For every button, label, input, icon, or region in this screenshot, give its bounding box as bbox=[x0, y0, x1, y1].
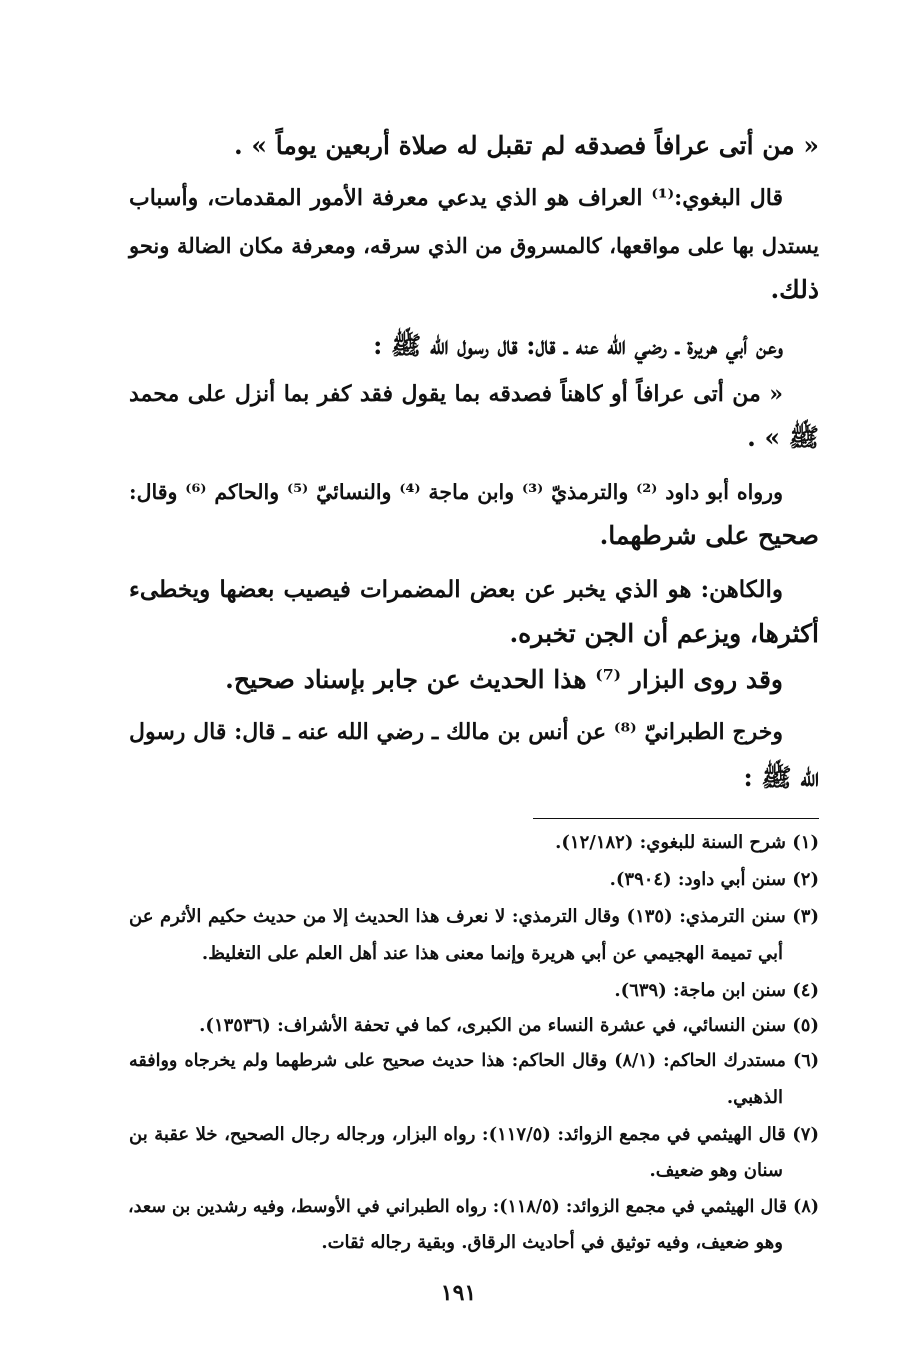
footnote-5: (٥) سنن النسائي، في عشرة النساء من الكبرى، كما في تحفة الأشراف: (١٣٥٣٦). bbox=[199, 1015, 819, 1036]
body-line-12: وقد روى البزار ⁽⁷⁾ هذا الحديث عن جابر بإسناد صحيح. bbox=[225, 665, 783, 694]
body-line-2: قال البغوي:⁽¹⁾ العراف هو الذي يدعي معرفة الأمور المقدمات، وأسباب bbox=[129, 185, 783, 211]
footnote-3: (٣) سنن الترمذي: (١٣٥) وقال الترمذي: لا نعرف هذا الحديث إلا من حديث حكيم الأثرم عن bbox=[129, 906, 819, 927]
footnote-4: (٤) سنن ابن ماجة: (٦٣٩). bbox=[614, 980, 819, 1001]
body-line-6: « من أتى عرافاً أو كاهناً فصدقه بما يقول فقد كفر بما أنزل على محمد bbox=[129, 381, 783, 407]
footnote-2: (٢) سنن أبي داود: (٣٩٠٤). bbox=[609, 869, 819, 890]
footnote-6: (٦) مستدرك الحاكم: (٨/١) وقال الحاكم: هذا حديث صحيح على شرطهما ولم يخرجاه ووافقه bbox=[129, 1051, 819, 1071]
body-line-7: ﷺ » . bbox=[747, 423, 819, 452]
body-line-10: والكاهن: هو الذي يخبر عن بعض المضمرات فيصيب بعضها ويخطىء bbox=[129, 576, 783, 603]
footnote-7: (٧) قال الهيثمي في مجمع الزوائد: (١١٧/٥): رواه البزار، ورجاله رجال الصحيح، خلا عقبة بن bbox=[129, 1124, 819, 1145]
footnote-7-continued: سنان وهو ضعيف. bbox=[649, 1160, 783, 1181]
body-line-13: وخرج الطبرانيّ ⁽⁸⁾ عن أنس بن مالك ـ رضي الله عنه ـ قال: قال رسول bbox=[129, 719, 783, 745]
footnote-8-continued: وهو ضعيف، وفيه توثيق في أحاديث الرقاق. وبقية رجاله ثقات. bbox=[321, 1232, 783, 1253]
body-line-3: يستدل بها على مواقعها، كالمسروق من الذي سرقه، ومعرفة مكان الضالة ونحو bbox=[129, 233, 819, 258]
body-line-8: ورواه أبو داود ⁽²⁾ والترمذيّ ⁽³⁾ وابن ماجة ⁽⁴⁾ والنسائيّ ⁽⁵⁾ والحاكم ⁽⁶⁾ وقال: bbox=[129, 480, 783, 504]
footnote-separator bbox=[533, 818, 819, 819]
body-line-11: أكثرها، ويزعم أن الجن تخبره. bbox=[509, 619, 819, 648]
footnote-1: (١) شرح السنة للبغوي: (١٢/١٨٢). bbox=[555, 832, 819, 853]
body-line-4: ذلك. bbox=[770, 275, 819, 304]
body-line-5: وعن أبي هريرة ـ رضي الله عنه ـ قال: قال رسول الله ﷺ : bbox=[373, 331, 783, 360]
footnote-3-continued: أبي تميمة الهجيمي عن أبي هريرة وإنما معنى هذا عند أهل العلم على التغليظ. bbox=[201, 943, 783, 964]
body-line-1: « من أتى عرافاً فصدقه لم تقبل له صلاة أربعين يوماً » . bbox=[234, 131, 819, 160]
page-number: ١٩١ bbox=[440, 1280, 477, 1306]
body-line-14: الله ﷺ : bbox=[743, 763, 819, 792]
body-line-9: صحيح على شرطهما. bbox=[599, 521, 819, 550]
footnote-6-continued: الذهبي. bbox=[726, 1087, 783, 1108]
footnote-8: (٨) قال الهيثمي في مجمع الزوائد: (١١٨/٥): رواه الطبراني في الأوسط، وفيه رشدين بن سعد، bbox=[128, 1197, 819, 1217]
